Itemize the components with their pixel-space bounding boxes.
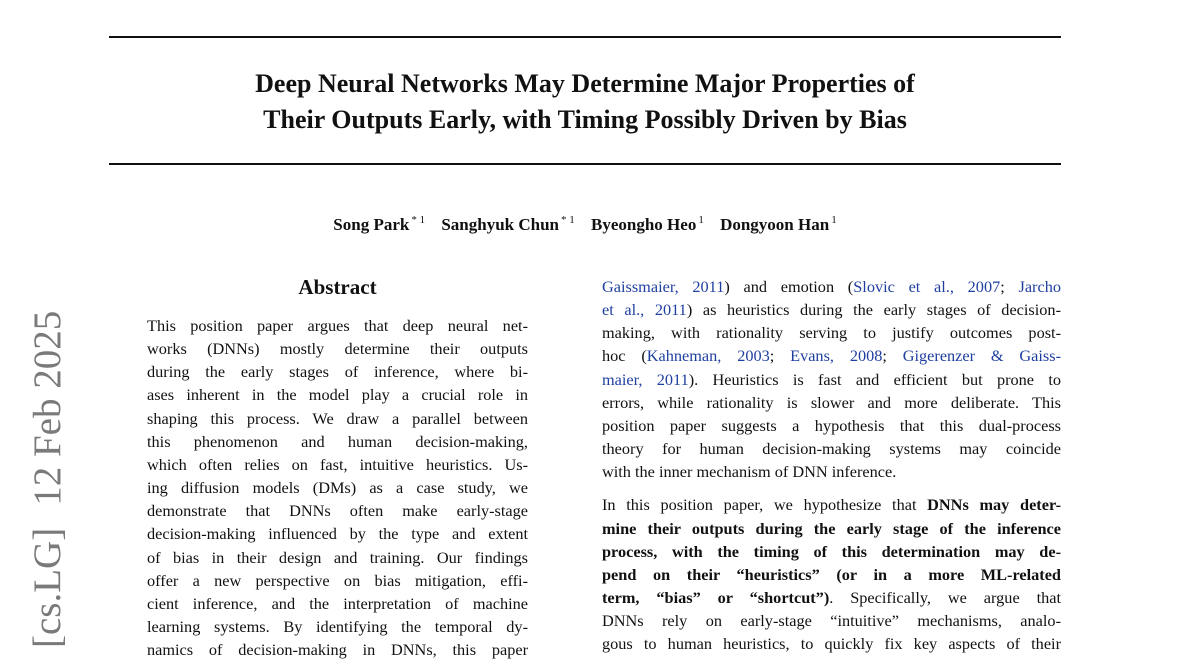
author-name: Song Park xyxy=(333,214,410,234)
citation-link[interactable]: Gigerenzer & Gaiss- xyxy=(902,346,1061,366)
arxiv-date: 12 Feb 2025 xyxy=(26,310,69,506)
bold-text-run: term, “bias” or “shortcut”) xyxy=(602,588,830,608)
paragraph-line xyxy=(602,586,1061,609)
text-run: ) and emotion ( xyxy=(724,277,854,296)
text-run: ; xyxy=(882,346,903,366)
author xyxy=(333,215,425,234)
paragraph-line: theory for human decision-making systems may coincide xyxy=(602,439,1061,459)
paragraph-line: with the inner mechanism of DNN inference. xyxy=(602,462,897,482)
arxiv-sidebar-stamp xyxy=(28,308,68,648)
text-run: . Specifically, we argue that xyxy=(829,588,1061,608)
abstract-line: ases inherent in the model play a crucial role in xyxy=(147,385,528,405)
text-run: ; xyxy=(769,346,791,366)
abstract-line: This position paper argues that deep neural net- xyxy=(147,316,528,335)
abstract-line: namics of decision-making in DNNs, this paper xyxy=(147,640,528,660)
citation-link[interactable]: Gaissmaier, 2011 xyxy=(602,277,725,296)
title-line-1: Deep Neural Networks May Determine Major Properties of xyxy=(255,69,915,98)
abstract-line: works (DNNs) mostly determine their outputs xyxy=(147,339,528,359)
abstract-line: offer a new perspective on bias mitigation, effi- xyxy=(147,570,528,590)
abstract-line: decision-making influenced by the type and extent xyxy=(147,524,528,544)
intro-paragraph-1 xyxy=(602,275,1061,483)
paragraph-line xyxy=(602,275,1061,298)
paragraph-line: process, with the timing of this determination may de- xyxy=(602,541,1061,561)
author-affiliation-mark: 1 xyxy=(831,214,837,226)
abstract-line: which often relies on fast, intuitive heuristics. Us- xyxy=(147,454,528,474)
abstract-body xyxy=(147,314,528,661)
author xyxy=(720,215,837,234)
author-affiliation-mark: * 1 xyxy=(561,214,575,226)
paper-title xyxy=(109,66,1061,138)
author-affiliation-mark: * 1 xyxy=(411,214,426,226)
text-run: hoc ( xyxy=(602,346,647,366)
title-line-2: Their Outputs Early, with Timing Possibly Driven by Bias xyxy=(263,105,907,134)
author-name: Byeongho Heo xyxy=(591,214,697,234)
abstract-heading: Abstract xyxy=(298,275,377,299)
abstract-line: ing diffusion models (DMs) as a case study, we xyxy=(147,478,528,498)
citation-link[interactable]: Kahneman, 2003 xyxy=(646,346,770,366)
intro-paragraph-2 xyxy=(602,493,1061,655)
author-name: Sanghyuk Chun xyxy=(441,214,560,234)
abstract-line: cient inference, and the interpretation of machine xyxy=(147,593,528,613)
paragraph-line: DNNs rely on early-stage “intuitive” mechanisms, analo- xyxy=(602,611,1061,631)
citation-link[interactable]: Jarcho xyxy=(1018,277,1061,296)
author-list xyxy=(109,208,1061,237)
citation-link[interactable]: Evans, 2008 xyxy=(790,346,883,366)
text-run: ; xyxy=(1000,277,1019,296)
paragraph-line xyxy=(602,368,1061,391)
arxiv-category: [cs.LG] xyxy=(26,527,69,648)
abstract-line: this phenomenon and human decision-making, xyxy=(147,431,528,451)
text-run: ) as heuristics during the early stages of decision- xyxy=(686,300,1061,320)
paragraph-line xyxy=(602,344,1061,367)
author-name: Dongyoon Han xyxy=(720,214,830,234)
citation-link[interactable]: et al., 2011 xyxy=(602,300,687,320)
abstract-line: shaping this process. We draw a parallel between xyxy=(147,408,528,428)
citation-link[interactable]: Slovic et al., 2007 xyxy=(853,277,1001,296)
text-run: ). Heuristics is fast and efficient but prone to xyxy=(688,369,1061,389)
bold-text-run: DNNs may deter- xyxy=(927,495,1061,515)
paragraph-line: making, with rationality serving to justify outcomes post- xyxy=(602,323,1061,343)
paragraph-line: gous to human heuristics, to quickly fix key aspects of their xyxy=(602,634,1061,654)
title-top-rule xyxy=(109,36,1061,38)
paragraph-line: position paper suggests a hypothesis that this dual-process xyxy=(602,415,1061,435)
paragraph-line xyxy=(602,298,1061,321)
abstract-line: demonstrate that DNNs often make early-stage xyxy=(147,501,528,521)
author xyxy=(441,215,574,234)
paragraph-line: mine their outputs during the early stage of the inference xyxy=(602,518,1061,538)
abstract-line: of bias in their design and training. Our findings xyxy=(147,547,528,567)
citation-link[interactable]: maier, 2011 xyxy=(602,369,689,389)
paragraph-line: pend on their “heuristics” (or in a more ML-related xyxy=(602,564,1061,584)
author-affiliation-mark: 1 xyxy=(698,214,704,226)
title-bottom-rule xyxy=(109,163,1061,165)
paragraph-line xyxy=(602,493,1061,516)
abstract-line: during the early stages of inference, where bi- xyxy=(147,362,528,382)
author xyxy=(591,215,704,234)
paragraph-line: errors, while rationality is slower and more deliberate. This xyxy=(602,392,1061,412)
text-run: In this position paper, we hypothesize that xyxy=(602,495,928,515)
right-column-body xyxy=(602,275,1061,656)
abstract-line: learning systems. By identifying the temporal dy- xyxy=(147,617,528,637)
